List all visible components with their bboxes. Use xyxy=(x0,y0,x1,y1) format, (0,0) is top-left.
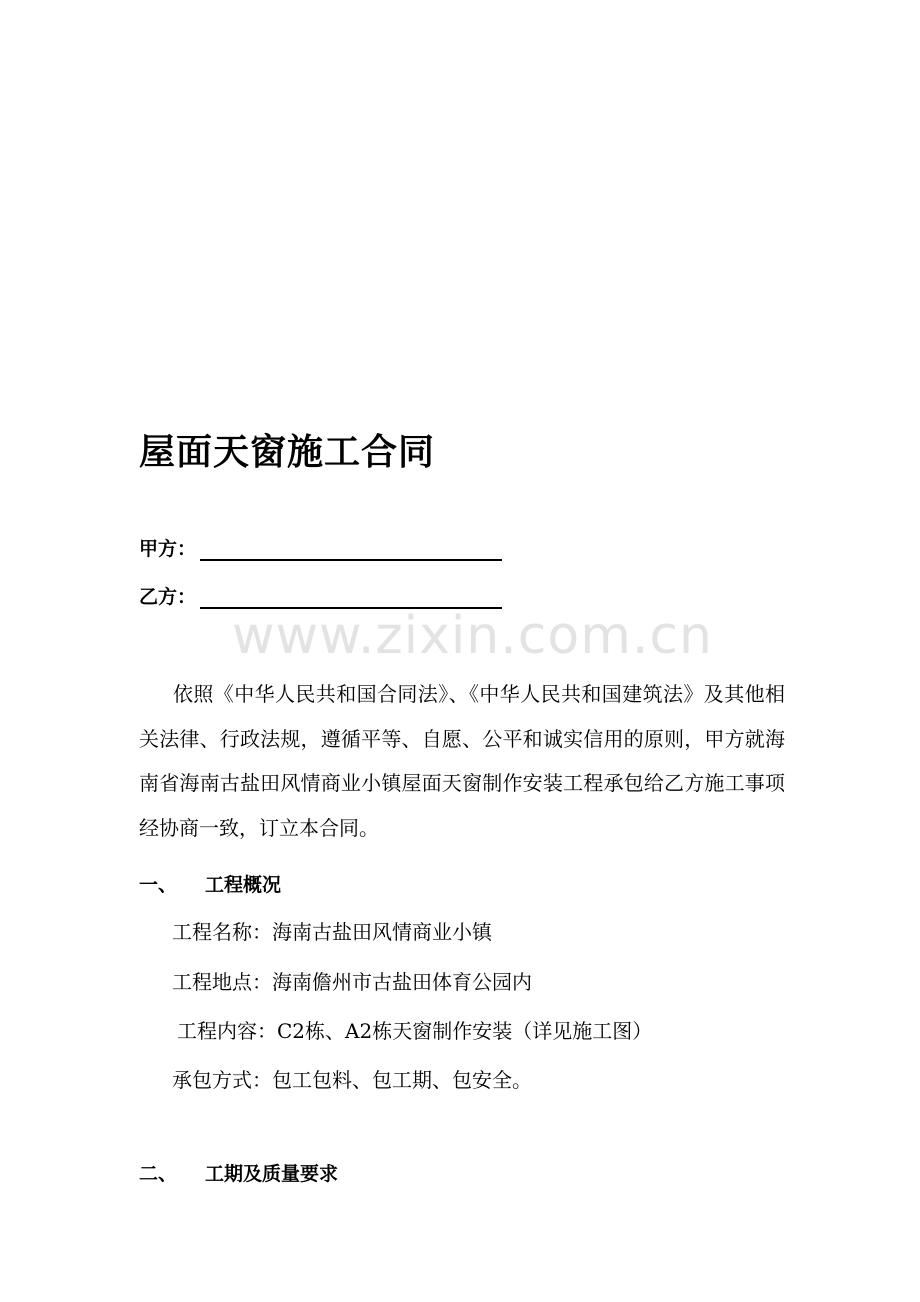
intro-paragraph: 依照《中华人民共和国合同法》、《中华人民共和国建筑法》及其他相关法律、行政法规，遵循平等、自愿、公平和诚实信用的原则，甲方就海南省海南古盐田风情商业小镇屋面天窗制作安装工程承包给乙方施工事项经协商一致，订立本合同。 xyxy=(139,682,785,840)
party-b-label: 乙方： xyxy=(139,586,197,608)
document-title: 屋面天窗施工合同 xyxy=(139,432,436,473)
project-scope-line: 工程内容：C2栋、A2栋天窗制作安装（详见施工图） xyxy=(177,1019,653,1043)
project-location-line: 工程地点：海南儋州市古盐田体育公园内 xyxy=(172,970,532,994)
party-a-blank-field xyxy=(200,537,502,561)
party-a-line xyxy=(139,534,502,561)
section-number: 一、 xyxy=(139,874,178,896)
section-title: 工程概况 xyxy=(205,874,282,896)
party-b-line xyxy=(139,582,502,609)
project-name-line: 工程名称：海南古盐田风情商业小镇 xyxy=(172,920,492,944)
watermark: www.zixin.com.cn xyxy=(232,606,713,666)
section-heading-1 xyxy=(139,870,281,897)
section-heading-2 xyxy=(139,1159,338,1186)
contract-method-line: 承包方式：包工包料、包工期、包安全。 xyxy=(172,1068,532,1092)
section-title: 工期及质量要求 xyxy=(205,1163,339,1185)
section-number: 二、 xyxy=(139,1163,178,1185)
party-a-label: 甲方： xyxy=(139,538,197,560)
